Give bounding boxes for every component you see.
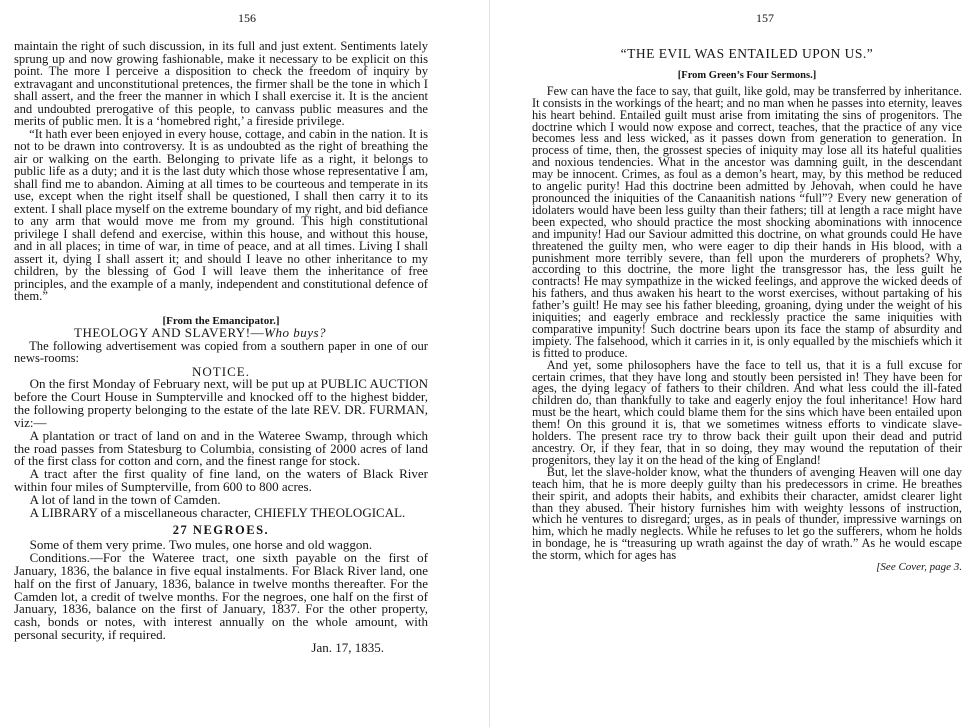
left-page-text <box>14 40 428 655</box>
right-page-text <box>532 48 962 574</box>
section-title-main: THEOLOGY AND SLAVERY!— <box>74 325 265 340</box>
ad-paragraph-5: A LIBRARY of a miscellaneous character, CHIEFLY THEOLOGICAL. <box>29 505 406 521</box>
negroes-heading: 27 NEGROES. <box>172 522 270 537</box>
ad-paragraph-4: A lot of land in the town of Camden. <box>29 492 221 508</box>
quote-paragraph: “It hath ever been enjoyed in every house, cottage, and cabin in the nation. It is not to be drawn into controversy. It is as undoubted as the right of breathing the air or walking on the earth. Belonging to private life as a right, it belongs to public life as a duty; and it is the last duty which those whose representative I am, shall find me to abandon. Aiming at all times to be courteous and temperate in its use, except when the right itself shall be questioned, I shall then carry it to its extent. I shall place myself on the extreme boundary of my right, and bid defiance to any arm that would move me from my ground. This high constitutional privilege I shall defend and exercise, within this house, and without this house, and in all places; in time of war, in time of peace, and at all times. Living I shall assert it, dying I shall assert it; and should I leave no other inheritance to my children, by the blessing of God I will leave them the inheritance of free principles, and the example of a manly, independent and constitutional defence of them.” <box>14 126 428 303</box>
right-paragraph-1: Few can have the face to say, that guilt, like gold, may be transferred by inheritance. It consists in the workings of the heart; and no man when he passes into eternity, leaves his heart behind. Entailed guilt must arise from imitating the sins of progenitors. The doctrine which I would now expose and correct, teaches, that the practice of any vice becomes less and less wicked, as it passes down from generation to generation. In process of time, then, the grossest species of iniquity may lose all its hateful qualities and noxious tendencies. What in the ancestor was damning guilt, in the descendant may be innocent. Crimes, as foul as a demon’s heart, may, by this method be reduced to angelic purity! Had this doctrine been admitted by Jehovah, when could he have pronounced the iniquities of the Canaanitish nations “full”? Every new generation of idolaters would have been less guilty than their fathers; till at length a race might have been expected, who should practice the most shocking abominations with innocence and impunity! Had our Saviour admitted this doctrine, on what grounds could He have threatened the guilty men, who were eager to dip their hands in His blood, with a punishment more terribly severe, than fell upon the murderers of prophets? Why, according to this doctrine, the more light the transgressor has, the less guilt he contracts! He may sympathize in the wicked feelings, and approve the wicked deeds of his fathers, and thus awaken his heart to the worst exercises, without partaking of his father’s guilt! He may see his father bleeding, groaning, dying under the weight of his iniquities; and eagerly embrace and recklessly practice the same iniquities with comparative impunity! Such doctrine bears upon its face the stamp of absurdity and impiety. The falsehood, which it carries in it, is only equalled by the mischiefs which it is fitted to produce. <box>532 83 962 360</box>
right-paragraph-2: And yet, some philosophers have the face to tell us, that it is a full excuse for certain crimes, that they have long and stoutly been persisted in! They have been for ages, the dying legacy of fathers to their children. And what less could the ill-fated children do, than thankfully to take and eagerly enjoy the foul inheritance! How hard must be the heart, which could blame them for the sins which have been entailed upon them! On this ground it is, that we sometimes witness efforts to vindicate slave-holders. The present race try to throw back their guilt upon their dead and putrid ancestry. Or, if they fear, that in so doing, they may wound the reputation of their progenitors, they lay it on the head of the king of England! <box>532 357 962 467</box>
notice-heading: NOTICE. <box>192 363 250 379</box>
emancipator-source: [From the Emancipator.] <box>162 314 280 327</box>
section-title-italic: Who buys? <box>264 325 327 340</box>
right-page <box>490 0 980 727</box>
conditions-paragraph: Conditions.—For the Wateree tract, one sixth payable on the first of January, 1836, the balance in five equal instalments. For Black River land, one half on the first of January, 1836, balance in twelve months thereafter. For the Camden lot, a credit of twelve months. For the negroes, one half on the first of January, 1836, balance on the first of January, 1837. For the other property, cash, bonds or notes, with interest annually on the whole amount, with personal security, if required. <box>14 549 428 643</box>
intro-line: The following advertisement was copied from a southern paper in one of our news-rooms: <box>14 338 428 365</box>
ad-paragraph-2: A plantation or tract of land on and in the Wateree Swamp, through which the road passes from Statesburg to Columbia, consisting of 2000 acres of land of the first class for cotton and corn, and the finest range for stock. <box>14 427 428 469</box>
ad-paragraph-6: Some of them very prime. Two mules, one horse and old waggon. <box>29 536 373 552</box>
article-title: “THE EVIL WAS ENTAILED UPON US.” <box>620 46 874 61</box>
ad-paragraph-1: On the first Monday of February next, will be put up at PUBLIC AUCTION before the Court House in Sumpterville and knocked off to the highest bidder, the following property belonging to the estate of the late REV. DR. FURMAN, viz:— <box>14 376 428 430</box>
opening-paragraph: maintain the right of such discussion, in its full and just extent. Sentiments lately sprung up and now growing fashionable, make it necessary to be explicit on this point. The more I perceive a disposition to check the freedom of inquiry by extravagant and unconstitutional pretences, the firmer shall be the tone in which I shall assert, and the freer the manner in which I shall exercise it. It is the ancient and undoubted prerogative of this people, to canvass public measures and the merits of public men. It is a ‘homebred right,’ a fireside privilege. <box>14 39 428 128</box>
auction-advertisement <box>14 378 428 655</box>
date-line: Jan. 17, 1835. <box>311 640 384 656</box>
page-number-right: 157 <box>756 11 774 25</box>
footer-citation: [See Cover, page 3. <box>876 561 962 574</box>
right-paragraph-3: But, let the slave-holder know, what the thunders of avenging Heaven will one day teach him, that he is more deeply guilty than his predecessors in crime. He breathes their spirit, and adopts their habits, and exhibits their character, amidst clearer light than they abused. Their history furnishes him with weighty lessons of instruction, which he ventures to disregard; urges, as in peals of thunder, impressive warnings on him, which he madly neglects. While he refuses to let go the sufferers, whom he holds in bondage, he is “treasuring up wrath against the day of wrath.” As he would escape the storm, which for ages has <box>532 464 962 563</box>
ad-paragraph-3: A tract after the first quality of fine land, on the waters of Black River within four miles of Sumpterville, from 600 to 800 acres. <box>14 466 428 495</box>
page-number-left: 156 <box>238 11 256 25</box>
green-source: [From Green’s Four Sermons.] <box>677 69 817 81</box>
section-title <box>74 327 428 340</box>
